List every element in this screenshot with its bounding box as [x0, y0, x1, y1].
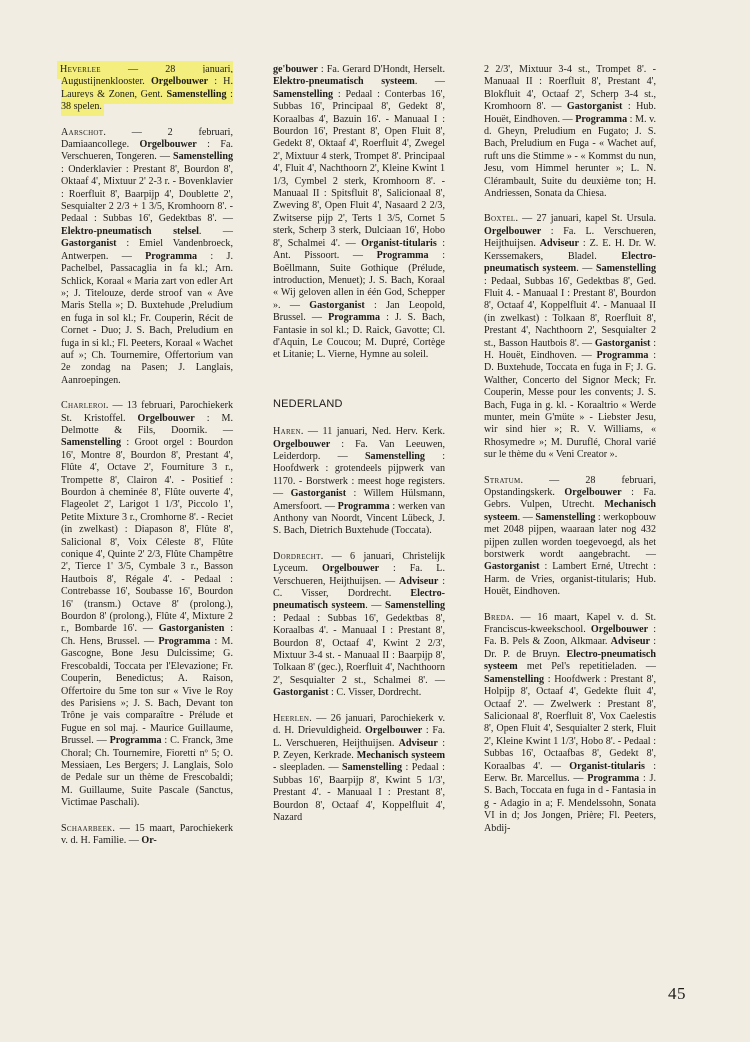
- entry-continued: [273, 64, 445, 362]
- entry-text: : J. S. Bach, Fantasie in sol kl.; D. Raick, Gavotte; Cl. d'Aquin, Le Coucou; M. Dupré, Cortège et Litanie; L. Vierne, Hymne au soleil.: [273, 312, 445, 361]
- place-name: Dordrecht: [273, 550, 321, 562]
- field-label: Samenstelling: [172, 151, 233, 163]
- field-label: Elektro-pneumatisch stelsel: [61, 225, 199, 237]
- field-label: Adviseur: [398, 737, 438, 749]
- column-middle: [273, 64, 445, 837]
- entry-heverlee: [61, 64, 233, 114]
- entry-text: . — 11 januari, Ned. Herv. Kerk.: [300, 426, 445, 438]
- field-label: Electro-pneumatisch systeem: [484, 648, 656, 673]
- entry-text: : Fa. Van Leeuwen, Leiderdorp. —: [273, 438, 445, 462]
- entry-text: : Boëllmann, Suite Gothique (Prélude, introduction, Menuet); J. S. Bach, Koraal « Wij geloven allen in één God, Schepper ». —: [273, 250, 446, 311]
- entry-text: : Ant. Pissoort. —: [273, 237, 445, 262]
- field-label: Programma: [376, 250, 429, 262]
- column-left: [61, 64, 233, 860]
- entry-text: . —: [414, 76, 445, 88]
- entry-text: : Lambert Erné, Utrecht : Harm. de Vries, organist-titularis; Hub. Houët, Eindhoven.: [484, 561, 656, 598]
- field-label: Programma: [587, 772, 640, 784]
- entry-aarschot: [61, 127, 233, 388]
- entry-text: : Eerw. Br. Marcellus. —: [484, 760, 656, 784]
- place-name: Boxtel: [484, 213, 516, 225]
- field-label: Orgelbouwer: [150, 76, 209, 88]
- entry-text: : Hoofdwerk : Prestant 8', Holpijp 8', Octaaf 4', Gedekte fluit 4', Octaaf 2'. — Zwelwerk : Prestant 8', Salicionaal 8', Roerfluit 8', Vox Caelestis 8', Open Fluit 4', Sesquialter 2 sterk, Fluit 2', Kleine Kwint 1 1/3', Hobo 8'. - Pedaal : Subbas 16', Octaafbas 8', Gedekt 8', Koraalbas 4'. —: [484, 673, 656, 772]
- entry-text: : Fa. B. Pels & Zoon, Alkmaar.: [484, 624, 657, 648]
- entry-text: : 38 spelen.: [61, 88, 233, 113]
- entry-text: : werken van Anthony van Noordt, Vincent Lübeck, J. S. Bach, Dietrich Buxtehude (Toccata).: [273, 500, 445, 537]
- entry-stratum: [484, 475, 656, 599]
- entry-text: : Pedaal, Subbas 16', Gedektbas 8', Ged. Fluit 4. - Manuaal I : Prestant 8', Bourdon 8', Octaaf 4', Koppelfluit 4'. - Manuaal II (in zwelkast) : Tolkaan 8', Roerfluit 8', Prestant 4', Nachthoorn 2', Sesquialter 2 st., Basson Hautbois 8'. —: [484, 275, 656, 349]
- field-label: Programma: [145, 250, 198, 262]
- entry-text: : Fa. L. Verschueren, Heijthuijsen.: [273, 725, 446, 749]
- page-number: 45: [668, 984, 686, 1003]
- field-label: Adviseur: [610, 636, 650, 648]
- field-label: Programma: [575, 113, 628, 125]
- column-middle-lower: [273, 426, 445, 824]
- field-label: Organist-titularis: [361, 237, 437, 249]
- field-label: Gastorganist: [594, 337, 651, 349]
- entry-text: : Pedaal : Conterbas 16', Subbas 16', Principaal 8', Gedekt 8', Koraalbas 4', Bazuin 16'. - Manuaal I : Bourdon 16', Prestant 8', Open Fluit 8', Gedekt 8', Oktaaf 4', Roerfluit 4', Zwegel 2', Mixtuur 4 sterk, Trompet 8'. Principaal 4', Fluit 4', Nachthoorn 2', Kleine Kwint 1 1/3, Cymbel 2 sterk, Kromhoorn 8'. - Manuaal II : Spitsfluit 8', Salicionaal 8', Zweving 8', Open Fluit 4', Nasaard 2 2/3, Zwitserse pijp 2', Terts 1 3/5, Cornet 5 sterk, Scherp 3 sterk, Dulciaan 16', Hobo 8', Schalmei 4'. —: [273, 88, 445, 249]
- field-label: Orgelbouwer: [590, 624, 649, 636]
- entry-text: . — 2 februari, Damiaancollege.: [61, 126, 233, 151]
- entry-text: : Jan Leopold, Brussel. —: [273, 299, 445, 324]
- field-label: Orgelbouwer: [139, 139, 197, 151]
- entry-text: : Fa. Gerard D'Hondt, Herselt.: [317, 64, 445, 75]
- entry-haren: [273, 426, 445, 538]
- field-label: Programma: [158, 635, 211, 647]
- entry-boxtel: [484, 213, 656, 461]
- entry-dordrecht: [273, 551, 445, 700]
- entry-text: . — 27 januari, kapel St. Ursula.: [515, 213, 656, 225]
- entry-text: : Fa. Verschueren, Tongeren. —: [61, 139, 233, 163]
- field-label: ge'bouwer: [273, 64, 318, 75]
- entry-text: : Onderklavier : Prestant 8', Bourdon 8', Oktaaf 4', Mixtuur 2' 2-3 r. - Bovenklavier : Roerfluit 8', Baarpijp 4', Doublette 2', Sesquialter 2 2/3 + 1 3/5, Kromhoorn 8'. - Pedaal : Subbas 16', Gedektbas 8'. —: [61, 163, 233, 225]
- entry-schaarbeek: [61, 823, 233, 848]
- field-label: Orgelbouwer: [564, 487, 622, 498]
- field-label: Samenstelling: [342, 762, 403, 774]
- entry-text: : Ch. Hens, Brussel. —: [61, 623, 233, 647]
- field-label: Samenstelling: [364, 450, 425, 462]
- entry-text: : M. v. d. Gheyn, Preludium en Fugato; J. S. Bach, Preludium en Fuga - « Wachet auf, ruft uns die Stimme » - « Kommst du nun, Jesu, vom Himmel herunter »; L. N. Clérambault, Suite du deuxième ton; H. Andriessen, Sonata da Chiesa.: [484, 113, 656, 200]
- entry-continued: [484, 64, 656, 200]
- field-label: Mechanisch systeem: [484, 499, 656, 523]
- entry-text: : M. Delmotte & Fils, Doornik. —: [61, 412, 233, 436]
- field-label: Electro-pneumatisch systeem: [273, 588, 445, 612]
- field-label: Samenstelling: [595, 263, 656, 275]
- entry-text: . — 15 maart, Parochiekerk v. d. H. Familie. —: [61, 822, 233, 846]
- field-label: Samenstelling: [535, 511, 596, 523]
- field-label: Adviseur: [539, 238, 580, 250]
- entry-text: : Dr. P. de Bruyn.: [484, 636, 657, 660]
- entry-text: : Pedaal : Subbas 16', Gedektbas 8', Koraalbas 4'. - Manuaal I : Prestant 8', Bourdon 8', Octaaf 4', Kwint 2 2/3', Mixtuur 3-4 st. - Manuaal II : Baarpijp 8', Tolkaan 8' (gec.), Roerfluit 4', Nachthoorn 2', Sesquialter 2 st., Schalmei 8'. —: [273, 612, 445, 686]
- entry-text: 2 2/3', Mixtuur 3-4 st., Trompet 8'. - Manuaal II : Roerfluit 8', Prestant 4', Blokfluit 4', Octaaf 2', Scherp 3-4 st., Kromhoorn 8'. —: [484, 64, 656, 113]
- entry-text: : werkopbouw met 2048 pijpen, waaraan later nog 432 pijpen zullen worden toegevoegd, als het borstwerk wordt aangebracht. —: [484, 511, 656, 561]
- entry-text: . — 13 februari, Parochiekerk St. Kristoffel.: [61, 400, 233, 424]
- field-label: Orgelbouwer: [365, 725, 423, 737]
- entry-text: met Pel's repetitieladen. —: [517, 661, 656, 673]
- entry-text: - sleepladen. —: [273, 762, 343, 774]
- section-heading-nederland: NEDERLAND: [273, 397, 343, 410]
- place-name: Heerlen: [273, 712, 310, 724]
- entry-text: . — 28 februari, Opstandingskerk.: [484, 474, 656, 498]
- place-name: Schaarbeek: [61, 822, 113, 834]
- entry-charleroi: [61, 400, 233, 809]
- field-label: Organist-titularis: [569, 760, 645, 772]
- entry-text: . —: [198, 225, 233, 237]
- place-name: Breda: [484, 611, 512, 623]
- field-label: Orgelbouwer: [321, 563, 380, 575]
- field-label: Orgelbouwer: [137, 412, 195, 424]
- place-name: Charleroi: [61, 400, 106, 412]
- column-right: [484, 64, 656, 848]
- field-label: Programma: [337, 500, 390, 512]
- field-label: Gastorganist: [566, 101, 623, 113]
- entry-text: : Fa. Gebrs. Vulpen, Utrecht.: [484, 487, 657, 511]
- field-label: Orgelbouwer: [484, 225, 542, 237]
- entry-text: : Willem Hülsmann, Amersfoort. —: [273, 488, 445, 512]
- field-label: Samenstelling: [384, 600, 445, 612]
- entry-text: : Pedaal : Subbas 16', Baarpijp 8', Kwint 5 1/3', Prestant 4'. - Manuaal I : Prestant 8', Bourdon 8', Octaaf 4', Koppelfluit 4', Nazard: [273, 762, 445, 823]
- entry-heerlen: [273, 713, 445, 825]
- field-label: Programma: [596, 349, 649, 361]
- entry-text: . —: [576, 263, 596, 275]
- entry-text: . — 16 maart, Kapel v. d. St. Franciscus-kweekschool.: [484, 611, 656, 636]
- entry-text: : J. Pachelbel, Passacaglia in fa kl.; Arn. Schlick, Koraal « Maria zart von edler Art »; J. Titelouze, derde stroof van « Ave Maris Stella »; D. Buxtehude ,Preludium en fuga in sol kl.; Fr. Couperin, Récit de Cornet - Duo; J. S. Bach, Preludium en fuga in si kl.; Fl. Peeters, Koraal « Wachet auf »; Ch. Tournemire, Offertorium van 2e zondag na Pasen; J. Langlais, Aanroepingen.: [61, 250, 233, 386]
- highlighted-entry: [57, 61, 233, 116]
- field-label: Programma: [109, 735, 162, 747]
- place-name: Stratum: [484, 474, 521, 486]
- field-label: Mechanisch systeem: [356, 749, 446, 761]
- place-name: Haren: [273, 426, 301, 438]
- entry-text: : Fa. L. Verschueren, Heijthuijsen. —: [273, 563, 445, 587]
- field-label: Gastorganist: [484, 561, 540, 573]
- entry-text: : C. Visser, Dordrecht.: [273, 575, 446, 600]
- field-label: Electro-pneumatisch systeem: [484, 250, 656, 275]
- field-label: Gastorganist: [309, 299, 365, 311]
- field-label: Gastorganisten: [158, 623, 225, 635]
- column-middle-upper: [273, 64, 445, 362]
- field-label: Samenstelling: [61, 437, 122, 449]
- field-label: Orgelbouwer: [273, 438, 331, 450]
- entry-text: . —: [365, 600, 385, 612]
- entry-text: : Emiel Vandenbroeck, Antwerpen. —: [61, 238, 233, 262]
- entry-text: : M. Gascogne, Bone Jesu Dulcissime; G. Frescobaldi, Toccata per l'Elevazione; Fr. Couperin, Benedictus; A. Raison, Offertoire du 5me ton sur « Vive le Roy des Parisiens »; J. S. Bach, Devant ton Trône je vais comparaître - Prélude et Fugue en sol maj. - Maurice Guillaume, Brussel. —: [61, 635, 233, 747]
- entry-text: : Groot orgel : Bourdon 16', Montre 8', Bourdon 8', Prestant 4', Flûte 4', Octave 2', Fourniture 3 r., Trompette 8', Clairon 4'. - Positief : Bourdon à cheminée 8', Flûte ouverte 4', Flageolet 2', Larigot 1 1/3', Piccolo 1', Petite Mixture 3 r., Cromhorne 8'. - Reciet (in zwelkast) : Diapason 8', Flûte 8', Salicional 8', Voix Céleste 8', Flûte conique 4', Quinte 2' 2/3, Flûte Champêtre 2', Tierce 1' 3/5, Cymbale 3 r., Basson Hautbois 8', Régale 4'. - Pedaal : Contrebasse 16', Soubasse 16', Bourdon 16' (transm.) Octave 8' (prolong.), Bourdon 8' (prolong.), Flûte 4', Mixture 2 r., Bombarde 16'. —: [61, 437, 233, 635]
- entry-text: : Fa. L. Verschueren, Heijthuijsen.: [484, 225, 656, 250]
- entry-text: . — 6 januari, Christelijk Lyceum.: [273, 550, 445, 575]
- entry-text: — 28 januari, Augustijnenklooster.: [61, 64, 233, 88]
- place-name: Aarschot: [61, 126, 104, 138]
- entry-text: : H. Houët, Eindhoven. —: [484, 337, 656, 361]
- entry-text: : Hoofdwerk : grotendeels pijpwerk van 1170. - Borstwerk : meest hoge registers. —: [273, 450, 445, 500]
- field-label: Samenstelling: [166, 88, 227, 100]
- field-label: Or-: [141, 834, 157, 846]
- field-label: Adviseur: [399, 575, 439, 587]
- field-label: Samenstelling: [273, 88, 334, 100]
- field-label: Gastorganist: [290, 488, 347, 500]
- field-label: Programma: [328, 312, 381, 324]
- place-name: Heverlee: [60, 64, 101, 75]
- entry-text: . — 26 januari, Parochiekerk v. d. H. Drievuldigheid.: [273, 712, 445, 737]
- field-label: Gastorganist: [273, 687, 329, 699]
- field-label: Elektro-pneumatisch systeem: [273, 76, 415, 88]
- entry-text: : C. Visser, Dordrecht.: [328, 687, 422, 699]
- entry-text: : P. Zeyen, Kerkrade.: [273, 737, 445, 761]
- entry-text: : H. Laureys & Zonen, Gent.: [61, 76, 233, 100]
- field-label: Gastorganist: [61, 238, 117, 250]
- entry-breda: [484, 612, 656, 835]
- entry-text: : C. Franck, 3me Choral; Ch. Tournemire, Fioretti nº 5; O. Messiaen, Les Bergers; J. Langlais, Solo de Pedale sur un thème de Frescobaldi; M. Guillaume, Suite Pascale (Sanctus, Victimae Paschali).: [61, 735, 233, 809]
- entry-text: : J. S. Bach, Toccata en fuga in d - Fantasia in g - Adagio in a; F. Mendelssohn, Sonata VI in d; Jos Jongen, Prière; Fl. Peeters, Abdij-: [484, 772, 657, 834]
- field-label: Samenstelling: [484, 673, 545, 685]
- entry-text: . —: [517, 511, 536, 523]
- entry-text: : D. Buxtehude, Toccata en fuga in F; J. G. Walther, Concerto del Signor Meck; Fr. Couperin, Messe pour les convents; J. S. Bach, Fuga in g. kl. - Koraaltrio « Werde munter, mein G'müte » - Liebster Jesu, wir sind hier »; R. V. Williams, « Rhosymedre »; M. Duruflé, Choral varié sur le thème du « Veni Creator ».: [484, 349, 657, 461]
- entry-text: : Hub. Houët, Eindhoven. —: [484, 101, 656, 125]
- entry-text: : Z. E. H. Dr. W. Kerssemakers, Bladel.: [484, 238, 656, 262]
